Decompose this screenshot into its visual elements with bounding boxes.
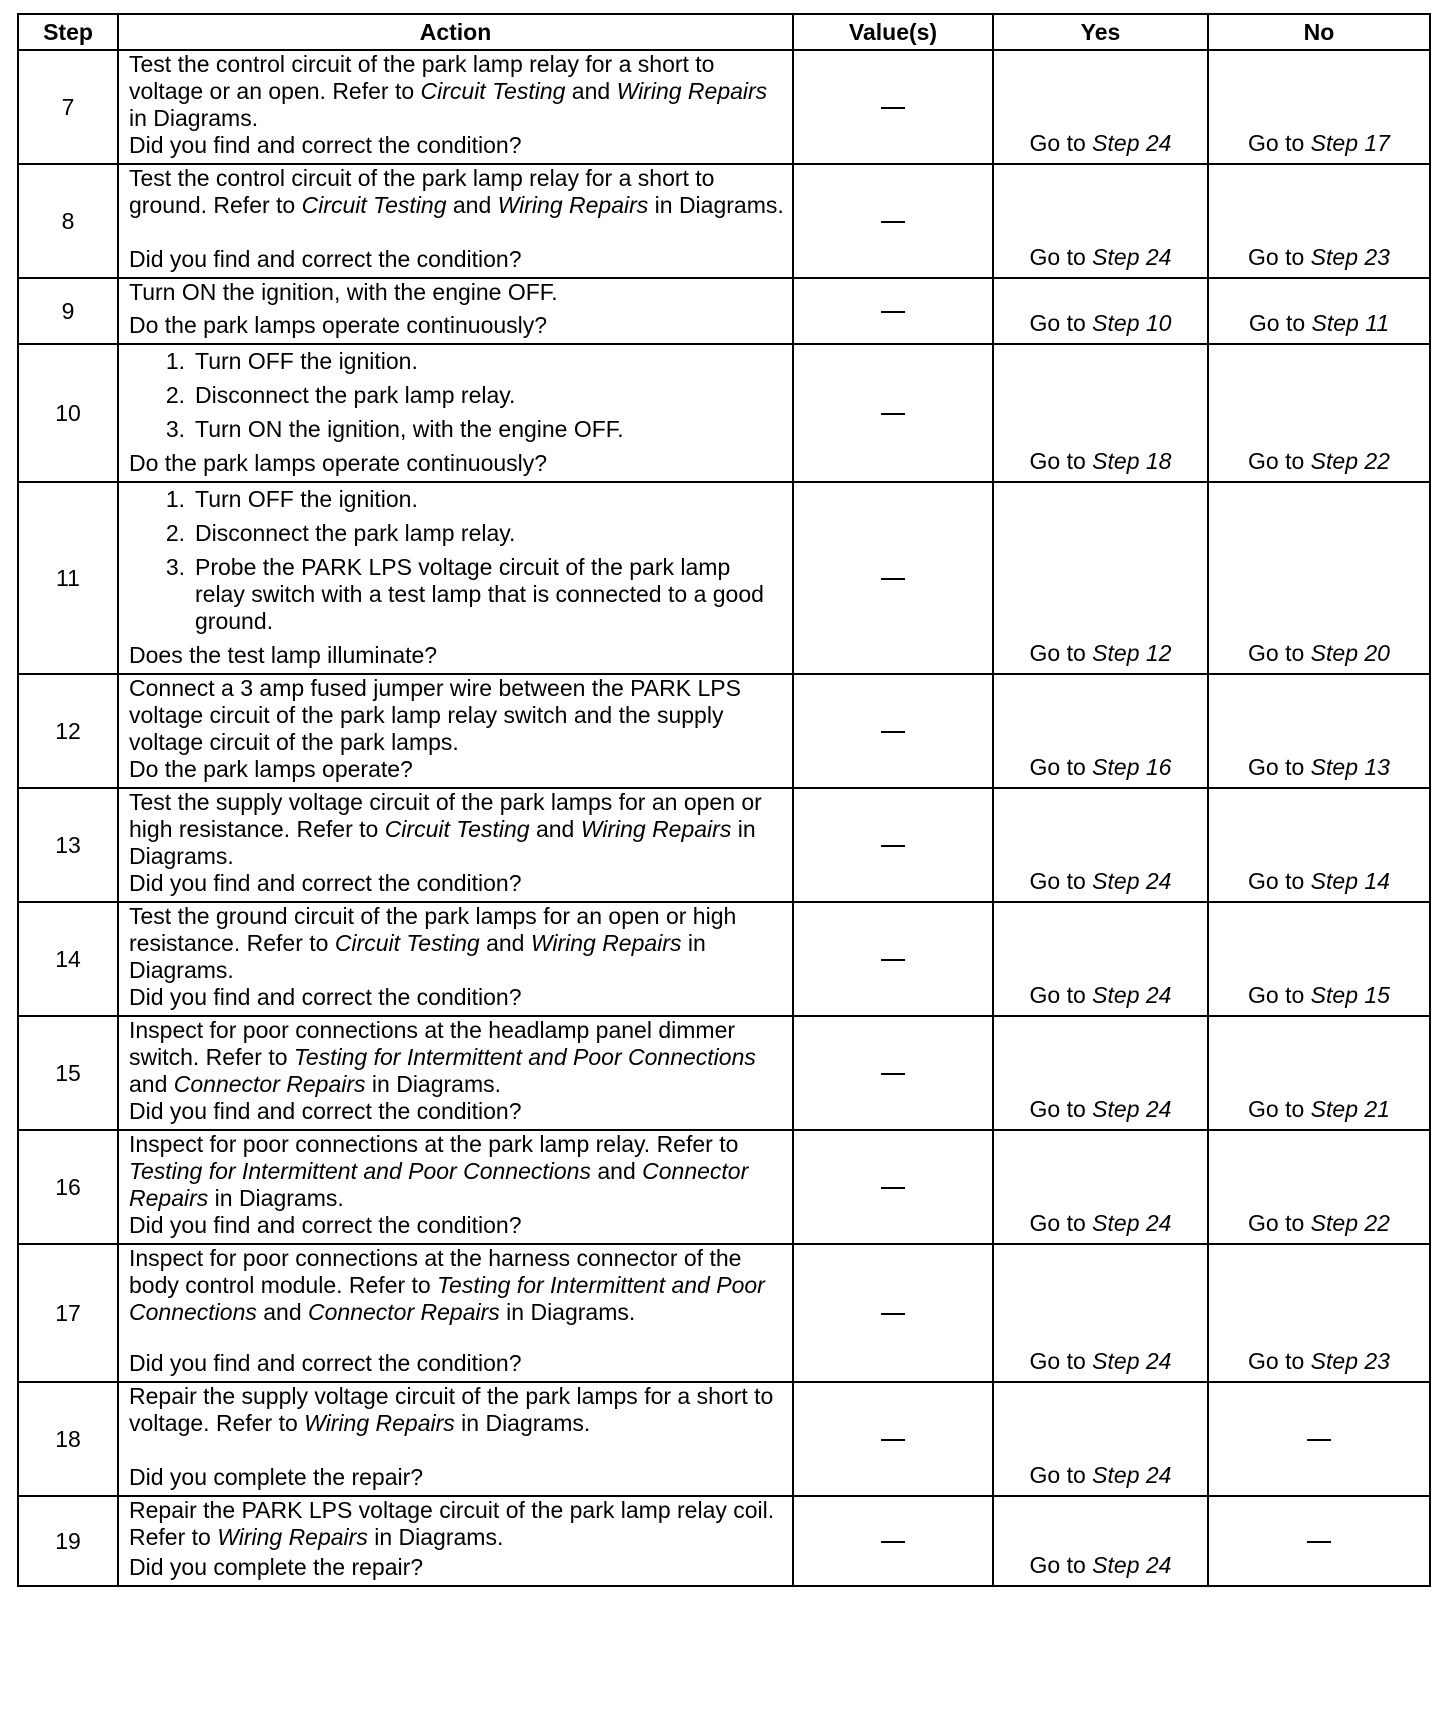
reference-text: Circuit Testing bbox=[420, 78, 566, 104]
yes-go-to bbox=[1030, 244, 1172, 270]
yes-go-to bbox=[1030, 1348, 1172, 1374]
value-cell bbox=[793, 1244, 993, 1382]
table-row bbox=[18, 1382, 1430, 1496]
go-to-text: Go to bbox=[1248, 130, 1311, 156]
step-ref: Step 24 bbox=[1092, 1462, 1172, 1488]
action-question: Did you find and correct the condition? bbox=[129, 1212, 522, 1238]
action-instructions bbox=[129, 345, 786, 450]
reference-text: Circuit Testing bbox=[384, 816, 530, 842]
value-dash bbox=[881, 845, 905, 847]
go-to-text: Go to bbox=[1029, 982, 1093, 1008]
table-row bbox=[18, 1016, 1430, 1130]
value-dash bbox=[881, 578, 905, 580]
yes-cell bbox=[993, 1382, 1208, 1496]
value-dash bbox=[881, 1313, 905, 1315]
list-text: Turn OFF the ignition. bbox=[195, 486, 418, 512]
table-row bbox=[18, 344, 1430, 482]
action-cell bbox=[118, 278, 793, 344]
step-ref: Step 22 bbox=[1310, 1210, 1390, 1236]
value-dash bbox=[881, 1073, 905, 1075]
go-to-text: Go to bbox=[1029, 130, 1093, 156]
list-number: 1. bbox=[165, 348, 185, 374]
reference-text: Connector Repairs bbox=[308, 1299, 500, 1325]
go-to-text: Go to bbox=[1248, 310, 1312, 336]
step-ref: Step 24 bbox=[1092, 868, 1172, 894]
list-text: Turn OFF the ignition. bbox=[195, 348, 418, 374]
action-content bbox=[129, 279, 786, 343]
no-dash bbox=[1307, 1541, 1331, 1543]
yes-go-to bbox=[1030, 1552, 1172, 1578]
yes-cell bbox=[993, 482, 1208, 674]
yes-go-to bbox=[1030, 1096, 1172, 1122]
no-cell bbox=[1208, 1496, 1430, 1586]
action-content bbox=[129, 345, 786, 481]
text-segment: Test the control circuit of the park lamp relay for a short to voltage or an open. Refer to bbox=[129, 51, 715, 104]
text-segment: Turn ON the ignition, with the engine OFF. bbox=[129, 279, 558, 305]
text-segment: and bbox=[129, 1071, 174, 1097]
action-question: Did you complete the repair? bbox=[129, 1464, 424, 1490]
text-segment: Test the supply voltage circuit of the park lamps for an open or high resistance. Refer to bbox=[129, 789, 762, 842]
text-segment: in Diagrams. bbox=[648, 192, 784, 218]
no-cell bbox=[1208, 1382, 1430, 1496]
action-content bbox=[129, 1497, 786, 1585]
step-number: 16 bbox=[18, 1130, 118, 1244]
action-instructions bbox=[129, 51, 786, 132]
no-cell bbox=[1208, 50, 1430, 164]
action-question: Do the park lamps operate continuously? bbox=[129, 450, 548, 476]
step-ref: Step 24 bbox=[1092, 1552, 1172, 1578]
action-instructions bbox=[129, 1245, 786, 1326]
action-cell bbox=[118, 902, 793, 1016]
action-instructions bbox=[129, 1017, 786, 1098]
action-question: Did you find and correct the condition? bbox=[129, 132, 522, 158]
action-question: Did you find and correct the condition? bbox=[129, 1098, 522, 1124]
go-to-text: Go to bbox=[1029, 640, 1093, 666]
action-text bbox=[129, 279, 786, 306]
no-cell bbox=[1208, 278, 1430, 344]
action-text bbox=[129, 675, 786, 756]
step-number: 11 bbox=[18, 482, 118, 674]
no-cell bbox=[1208, 1130, 1430, 1244]
action-content bbox=[129, 1017, 786, 1129]
value-cell bbox=[793, 164, 993, 278]
table-row bbox=[18, 164, 1430, 278]
action-cell bbox=[118, 674, 793, 788]
action-steps-list bbox=[129, 486, 786, 635]
reference-text: Wiring Repairs bbox=[580, 816, 732, 842]
text-segment: and bbox=[256, 1299, 309, 1325]
list-item bbox=[129, 486, 786, 513]
text-segment: in Diagrams. bbox=[499, 1299, 636, 1325]
no-go-to bbox=[1248, 754, 1390, 780]
yes-cell bbox=[993, 1496, 1208, 1586]
value-dash bbox=[881, 107, 905, 109]
step-ref: Step 24 bbox=[1092, 130, 1172, 156]
no-go-to bbox=[1248, 244, 1390, 270]
action-content bbox=[129, 789, 786, 901]
step-number: 14 bbox=[18, 902, 118, 1016]
value-cell bbox=[793, 1496, 993, 1586]
yes-cell bbox=[993, 902, 1208, 1016]
list-text: Turn ON the ignition, with the engine OFF. bbox=[195, 416, 624, 442]
text-segment: in Diagrams. bbox=[365, 1071, 502, 1097]
step-ref: Step 24 bbox=[1092, 1348, 1172, 1374]
reference-text: Circuit Testing bbox=[334, 930, 480, 956]
go-to-text: Go to bbox=[1029, 754, 1093, 780]
list-number: 3. bbox=[165, 554, 185, 580]
action-text bbox=[129, 51, 786, 132]
step-ref: Step 22 bbox=[1310, 448, 1390, 474]
value-cell bbox=[793, 1130, 993, 1244]
yes-go-to bbox=[1030, 1210, 1172, 1236]
no-cell bbox=[1208, 674, 1430, 788]
value-cell bbox=[793, 788, 993, 902]
action-instructions bbox=[129, 675, 786, 756]
text-segment: and bbox=[479, 930, 531, 956]
text-segment: and bbox=[590, 1158, 643, 1184]
value-cell bbox=[793, 674, 993, 788]
reference-text: Wiring Repairs bbox=[217, 1524, 368, 1550]
action-content bbox=[129, 1131, 786, 1243]
list-number: 2. bbox=[165, 520, 185, 546]
reference-text: Testing for Intermittent and Poor Connections bbox=[129, 1272, 765, 1325]
text-segment: Repair the supply voltage circuit of the park lamps for a short to voltage. Refer to bbox=[129, 1383, 774, 1436]
yes-cell bbox=[993, 674, 1208, 788]
go-to-text: Go to bbox=[1029, 1210, 1093, 1236]
text-segment: Test the ground circuit of the park lamps for an open or high resistance. Refer to bbox=[129, 903, 737, 956]
go-to-text: Go to bbox=[1029, 244, 1093, 270]
action-content bbox=[129, 51, 786, 163]
step-ref: Step 12 bbox=[1092, 640, 1172, 666]
value-cell bbox=[793, 50, 993, 164]
yes-cell bbox=[993, 1016, 1208, 1130]
step-ref: Step 23 bbox=[1310, 244, 1390, 270]
step-ref: Step 24 bbox=[1092, 982, 1172, 1008]
table-body bbox=[18, 50, 1430, 1586]
yes-go-to bbox=[1030, 1462, 1172, 1488]
go-to-text: Go to bbox=[1248, 448, 1311, 474]
action-text bbox=[129, 789, 786, 870]
no-go-to bbox=[1248, 1096, 1390, 1122]
no-cell bbox=[1208, 344, 1430, 482]
table-row bbox=[18, 1496, 1430, 1586]
step-number: 15 bbox=[18, 1016, 118, 1130]
step-ref: Step 13 bbox=[1310, 754, 1390, 780]
no-cell bbox=[1208, 164, 1430, 278]
action-question: Did you find and correct the condition? bbox=[129, 870, 522, 896]
action-instructions bbox=[129, 1383, 786, 1437]
table-row bbox=[18, 674, 1430, 788]
yes-cell bbox=[993, 788, 1208, 902]
go-to-text: Go to bbox=[1029, 310, 1093, 336]
table-row bbox=[18, 1244, 1430, 1382]
step-ref: Step 14 bbox=[1310, 868, 1390, 894]
action-instructions bbox=[129, 1131, 786, 1212]
step-ref: Step 16 bbox=[1092, 754, 1172, 780]
reference-text: Connector Repairs bbox=[129, 1158, 749, 1211]
value-cell bbox=[793, 1016, 993, 1130]
step-number: 10 bbox=[18, 344, 118, 482]
action-steps-list bbox=[129, 348, 786, 443]
step-ref: Step 10 bbox=[1092, 310, 1172, 336]
yes-cell bbox=[993, 278, 1208, 344]
text-segment: Test the control circuit of the park lamp relay for a short to ground. Refer to bbox=[129, 165, 715, 218]
action-instructions bbox=[129, 279, 786, 306]
action-question: Do the park lamps operate? bbox=[129, 756, 413, 782]
list-item bbox=[129, 348, 786, 375]
reference-text: Circuit Testing bbox=[301, 192, 447, 218]
action-content bbox=[129, 903, 786, 1015]
table-row bbox=[18, 1130, 1430, 1244]
go-to-text: Go to bbox=[1248, 244, 1311, 270]
diagnostic-steps-table bbox=[17, 13, 1431, 1587]
go-to-text: Go to bbox=[1248, 1096, 1311, 1122]
value-cell bbox=[793, 902, 993, 1016]
reference-text: Wiring Repairs bbox=[530, 930, 682, 956]
step-number: 18 bbox=[18, 1382, 118, 1496]
action-question: Did you find and correct the condition? bbox=[129, 246, 522, 272]
action-instructions bbox=[129, 1497, 786, 1551]
yes-go-to bbox=[1030, 640, 1172, 666]
action-text bbox=[129, 165, 786, 219]
step-ref: Step 24 bbox=[1092, 1096, 1172, 1122]
go-to-text: Go to bbox=[1248, 640, 1311, 666]
reference-text: Testing for Intermittent and Poor Connections bbox=[293, 1044, 756, 1070]
text-segment: and bbox=[529, 816, 581, 842]
yes-go-to bbox=[1030, 754, 1172, 780]
action-instructions bbox=[129, 165, 786, 219]
action-cell bbox=[118, 344, 793, 482]
action-text bbox=[129, 1131, 786, 1212]
list-text: Disconnect the park lamp relay. bbox=[195, 520, 516, 546]
action-cell bbox=[118, 1016, 793, 1130]
action-content bbox=[129, 1245, 786, 1381]
value-dash bbox=[881, 413, 905, 415]
table-row bbox=[18, 788, 1430, 902]
list-item bbox=[129, 382, 786, 409]
value-cell bbox=[793, 1382, 993, 1496]
value-cell bbox=[793, 278, 993, 344]
go-to-text: Go to bbox=[1029, 448, 1093, 474]
action-question: Did you complete the repair? bbox=[129, 1554, 424, 1580]
no-cell bbox=[1208, 902, 1430, 1016]
no-go-to bbox=[1248, 868, 1390, 894]
reference-text: Wiring Repairs bbox=[304, 1410, 455, 1436]
yes-go-to bbox=[1030, 310, 1172, 336]
action-content bbox=[129, 483, 786, 673]
action-text bbox=[129, 903, 786, 984]
text-segment: and bbox=[565, 78, 617, 104]
no-go-to bbox=[1249, 310, 1389, 336]
value-cell bbox=[793, 482, 993, 674]
step-number: 17 bbox=[18, 1244, 118, 1382]
action-instructions bbox=[129, 483, 786, 642]
yes-go-to bbox=[1030, 130, 1172, 156]
action-text bbox=[129, 1017, 786, 1098]
step-ref: Step 23 bbox=[1310, 1348, 1390, 1374]
action-cell bbox=[118, 1496, 793, 1586]
go-to-text: Go to bbox=[1248, 754, 1311, 780]
reference-text: Connector Repairs bbox=[173, 1071, 366, 1097]
step-number: 7 bbox=[18, 50, 118, 164]
text-segment: Repair the PARK LPS voltage circuit of the park lamp relay coil. Refer to bbox=[129, 1497, 775, 1550]
go-to-text: Go to bbox=[1029, 1348, 1093, 1374]
yes-cell bbox=[993, 1244, 1208, 1382]
text-segment: in Diagrams. bbox=[129, 105, 259, 131]
table-row bbox=[18, 50, 1430, 164]
text-segment: in Diagrams. bbox=[367, 1524, 504, 1550]
action-cell bbox=[118, 788, 793, 902]
action-cell bbox=[118, 50, 793, 164]
action-instructions bbox=[129, 789, 786, 870]
yes-cell bbox=[993, 344, 1208, 482]
step-ref: Step 15 bbox=[1310, 982, 1390, 1008]
action-cell bbox=[118, 1244, 793, 1382]
go-to-text: Go to bbox=[1029, 1552, 1093, 1578]
text-segment: Connect a 3 amp fused jumper wire between the PARK LPS voltage circuit of the park lamp relay switch and the supply voltage circuit of the park lamps. bbox=[129, 675, 741, 755]
list-item bbox=[129, 554, 786, 635]
action-text bbox=[129, 1245, 786, 1326]
list-number: 1. bbox=[165, 486, 185, 512]
reference-text: Wiring Repairs bbox=[497, 192, 649, 218]
no-go-to bbox=[1248, 640, 1390, 666]
action-question: Do the park lamps operate continuously? bbox=[129, 312, 548, 338]
value-dash bbox=[881, 731, 905, 733]
list-number: 2. bbox=[165, 382, 185, 408]
no-cell bbox=[1208, 1016, 1430, 1130]
value-dash bbox=[881, 221, 905, 223]
step-ref: Step 24 bbox=[1092, 244, 1172, 270]
go-to-text: Go to bbox=[1029, 1096, 1093, 1122]
action-cell bbox=[118, 1382, 793, 1496]
value-dash bbox=[881, 1541, 905, 1543]
yes-cell bbox=[993, 1130, 1208, 1244]
action-question: Did you find and correct the condition? bbox=[129, 984, 522, 1010]
no-go-to bbox=[1248, 1348, 1390, 1374]
yes-go-to bbox=[1030, 868, 1172, 894]
header-no: No bbox=[1208, 14, 1430, 50]
no-go-to bbox=[1248, 982, 1390, 1008]
table-header-row bbox=[18, 14, 1430, 50]
action-content bbox=[129, 165, 786, 277]
text-segment: in Diagrams. bbox=[129, 930, 706, 983]
text-segment: Inspect for poor connections at the park lamp relay. Refer to bbox=[129, 1131, 739, 1157]
action-cell bbox=[118, 482, 793, 674]
text-segment: in Diagrams. bbox=[454, 1410, 591, 1436]
action-text bbox=[129, 1383, 786, 1437]
action-content bbox=[129, 675, 786, 787]
yes-cell bbox=[993, 164, 1208, 278]
go-to-text: Go to bbox=[1029, 868, 1093, 894]
step-ref: Step 17 bbox=[1310, 130, 1390, 156]
value-dash bbox=[881, 1187, 905, 1189]
table-row bbox=[18, 902, 1430, 1016]
text-segment: in Diagrams. bbox=[129, 816, 756, 869]
header-values: Value(s) bbox=[793, 14, 993, 50]
step-ref: Step 20 bbox=[1310, 640, 1390, 666]
text-segment: Inspect for poor connections at the harness connector of the body control module. Refer to bbox=[129, 1245, 742, 1298]
step-number: 13 bbox=[18, 788, 118, 902]
go-to-text: Go to bbox=[1248, 1348, 1311, 1374]
header-step: Step bbox=[18, 14, 118, 50]
list-text: Disconnect the park lamp relay. bbox=[195, 382, 516, 408]
text-segment: in Diagrams. bbox=[208, 1185, 344, 1211]
action-cell bbox=[118, 1130, 793, 1244]
no-cell bbox=[1208, 788, 1430, 902]
text-segment: Inspect for poor connections at the headlamp panel dimmer switch. Refer to bbox=[129, 1017, 736, 1070]
yes-cell bbox=[993, 50, 1208, 164]
reference-text: Testing for Intermittent and Poor Connections bbox=[129, 1158, 591, 1184]
list-number: 3. bbox=[165, 416, 185, 442]
yes-go-to bbox=[1030, 448, 1172, 474]
no-cell bbox=[1208, 482, 1430, 674]
value-dash bbox=[881, 959, 905, 961]
reference-text: Wiring Repairs bbox=[616, 78, 768, 104]
action-instructions bbox=[129, 903, 786, 984]
text-segment: and bbox=[446, 192, 498, 218]
table-row bbox=[18, 482, 1430, 674]
no-go-to bbox=[1248, 448, 1390, 474]
value-dash bbox=[881, 311, 905, 313]
go-to-text: Go to bbox=[1248, 1210, 1311, 1236]
no-go-to bbox=[1248, 130, 1390, 156]
step-number: 8 bbox=[18, 164, 118, 278]
table-row bbox=[18, 278, 1430, 344]
list-item bbox=[129, 416, 786, 443]
list-text: Probe the PARK LPS voltage circuit of the park lamp relay switch with a test lamp that is connected to a good ground. bbox=[195, 554, 764, 634]
go-to-text: Go to bbox=[1248, 868, 1311, 894]
no-cell bbox=[1208, 1244, 1430, 1382]
step-number: 19 bbox=[18, 1496, 118, 1586]
go-to-text: Go to bbox=[1248, 982, 1311, 1008]
yes-go-to bbox=[1030, 982, 1172, 1008]
action-text bbox=[129, 1497, 786, 1551]
header-action: Action bbox=[118, 14, 793, 50]
step-ref: Step 24 bbox=[1092, 1210, 1172, 1236]
step-ref: Step 11 bbox=[1311, 310, 1390, 336]
header-yes: Yes bbox=[993, 14, 1208, 50]
step-ref: Step 18 bbox=[1092, 448, 1172, 474]
step-number: 12 bbox=[18, 674, 118, 788]
action-cell bbox=[118, 164, 793, 278]
go-to-text: Go to bbox=[1029, 1462, 1093, 1488]
action-content bbox=[129, 1383, 786, 1495]
list-item bbox=[129, 520, 786, 547]
value-cell bbox=[793, 344, 993, 482]
step-ref: Step 21 bbox=[1310, 1096, 1390, 1122]
action-question: Did you find and correct the condition? bbox=[129, 1350, 522, 1376]
no-go-to bbox=[1248, 1210, 1390, 1236]
step-number: 9 bbox=[18, 278, 118, 344]
no-dash bbox=[1307, 1439, 1331, 1441]
value-dash bbox=[881, 1439, 905, 1441]
action-question: Does the test lamp illuminate? bbox=[129, 642, 438, 668]
